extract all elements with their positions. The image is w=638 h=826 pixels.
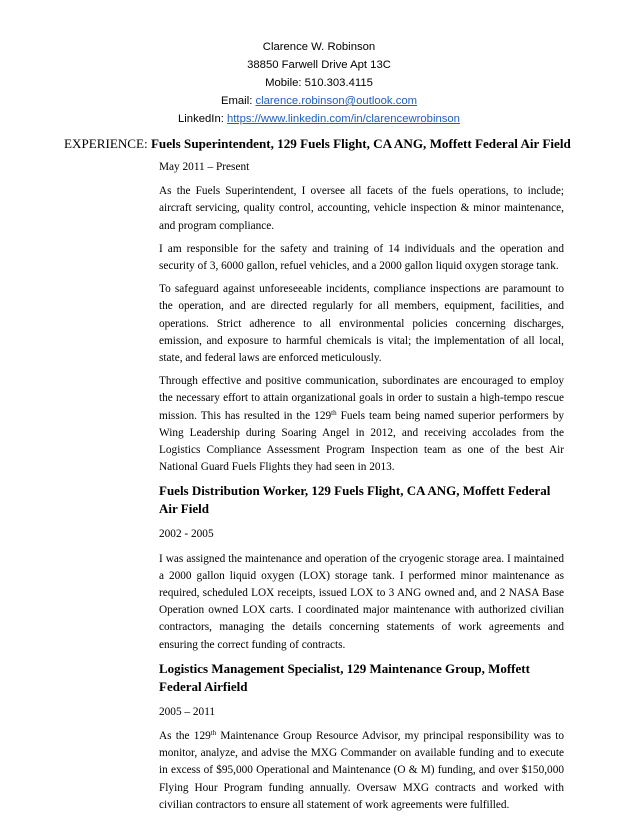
address: 38850 Farwell Drive Apt 13C [247, 59, 391, 71]
job-paragraph: As the Fuels Superintendent, I oversee all facets of the fuels operations, to include; aircraft servicing, quality control, accounting, vehicle inspection & minor maintenance, and program compliance. [159, 185, 564, 232]
paragraph-text: Through effective and positive communication, subordinates are encouraged to employ the necessary effort to attain organizational goals in order to sustain a high-tempo rescue mission. This has resulted in the 129 [159, 375, 564, 422]
email-line [0, 92, 638, 110]
paragraph-text: Maintenance Group Resource Advisor, my principal responsibility was to monitor, analyze, and advise the MXG Commander on available funding and to execute in excess of $95,000 Operational and Maintenance (O & M) funding, and over $150,000 Flying Hour Program funding annually. Oversaw MXG contracts and worked with civilian contractors to ensure all statement of work agreements were fulfilled. [159, 730, 565, 811]
job-title: Fuels Distribution Worker, 129 Fuels Flight, CA ANG, Moffett Federal Air Field [159, 483, 551, 517]
linkedin-line [0, 110, 638, 128]
job-title: Fuels Superintendent, 129 Fuels Flight, CA ANG, Moffett Federal Air Field [150, 136, 571, 151]
ordinal-suffix: th [331, 408, 337, 417]
job-dates: 2002 - 2005 [159, 528, 214, 541]
mobile-phone: Mobile: 510.303.4115 [265, 77, 373, 89]
paragraph-text: Fuels team being named superior performers by Wing Leadership during Soaring Angel in 2012, and receiving accolades from the Logistics Compliance Assessment Program Inspection team as one of the best Air National Guard Fuels Flights they had seen in 2013. [159, 409, 564, 474]
paragraph-text: As the 129 [159, 730, 211, 743]
contact-header [0, 38, 638, 128]
job-dates: 2005 – 2011 [159, 705, 216, 718]
experience-label: EXPERIENCE: [64, 136, 148, 151]
job-paragraph [159, 373, 564, 476]
linkedin-link[interactable]: https://www.linkedin.com/in/clarencewrobinson [227, 113, 460, 125]
job-paragraph: I was assigned the maintenance and operation of the cryogenic storage area. I maintained a 2000 gallon liquid oxygen (LOX) storage tank. I performed minor maintenance as required, scheduled LOX receipts, issued LOX to 3 ANG owned and, and 2 NASA Base Operation owned LOX carts. I coordinated major maintenance with authorized civilian contractors, managing the details concerning statements of work agreements and ensuring the correct funding of contracts. [159, 552, 564, 651]
experience-heading [64, 136, 571, 152]
ordinal-suffix: th [210, 729, 217, 738]
candidate-name: Clarence W. Robinson [262, 41, 376, 53]
linkedin-label: LinkedIn: [178, 113, 228, 125]
job-paragraph [159, 728, 564, 814]
email-link[interactable]: clarence.robinson@outlook.com [255, 95, 418, 107]
experience-section [159, 159, 564, 820]
job-title: Logistics Management Specialist, 129 Maintenance Group, Moffett Federal Airfield [159, 660, 530, 694]
email-label: Email: [220, 95, 256, 107]
job-paragraph: To safeguard against unforeseeable incidents, compliance inspections are paramount to the operation, and are directed regularly for all members, equipment, facilities, and operations. Strict adherence to all environmental policies concerning discharges, emission, and exposure to harmful chemicals is vital; the implementation of all local, state, and federal laws are enforced meticulously. [159, 283, 564, 365]
job-paragraph: I am responsible for the safety and training of 14 individuals and the operation and security of 3, 6000 gallon, refuel vehicles, and a 2000 gallon liquid oxygen storage tank. [159, 242, 564, 273]
job-dates: May 2011 – Present [159, 161, 250, 173]
